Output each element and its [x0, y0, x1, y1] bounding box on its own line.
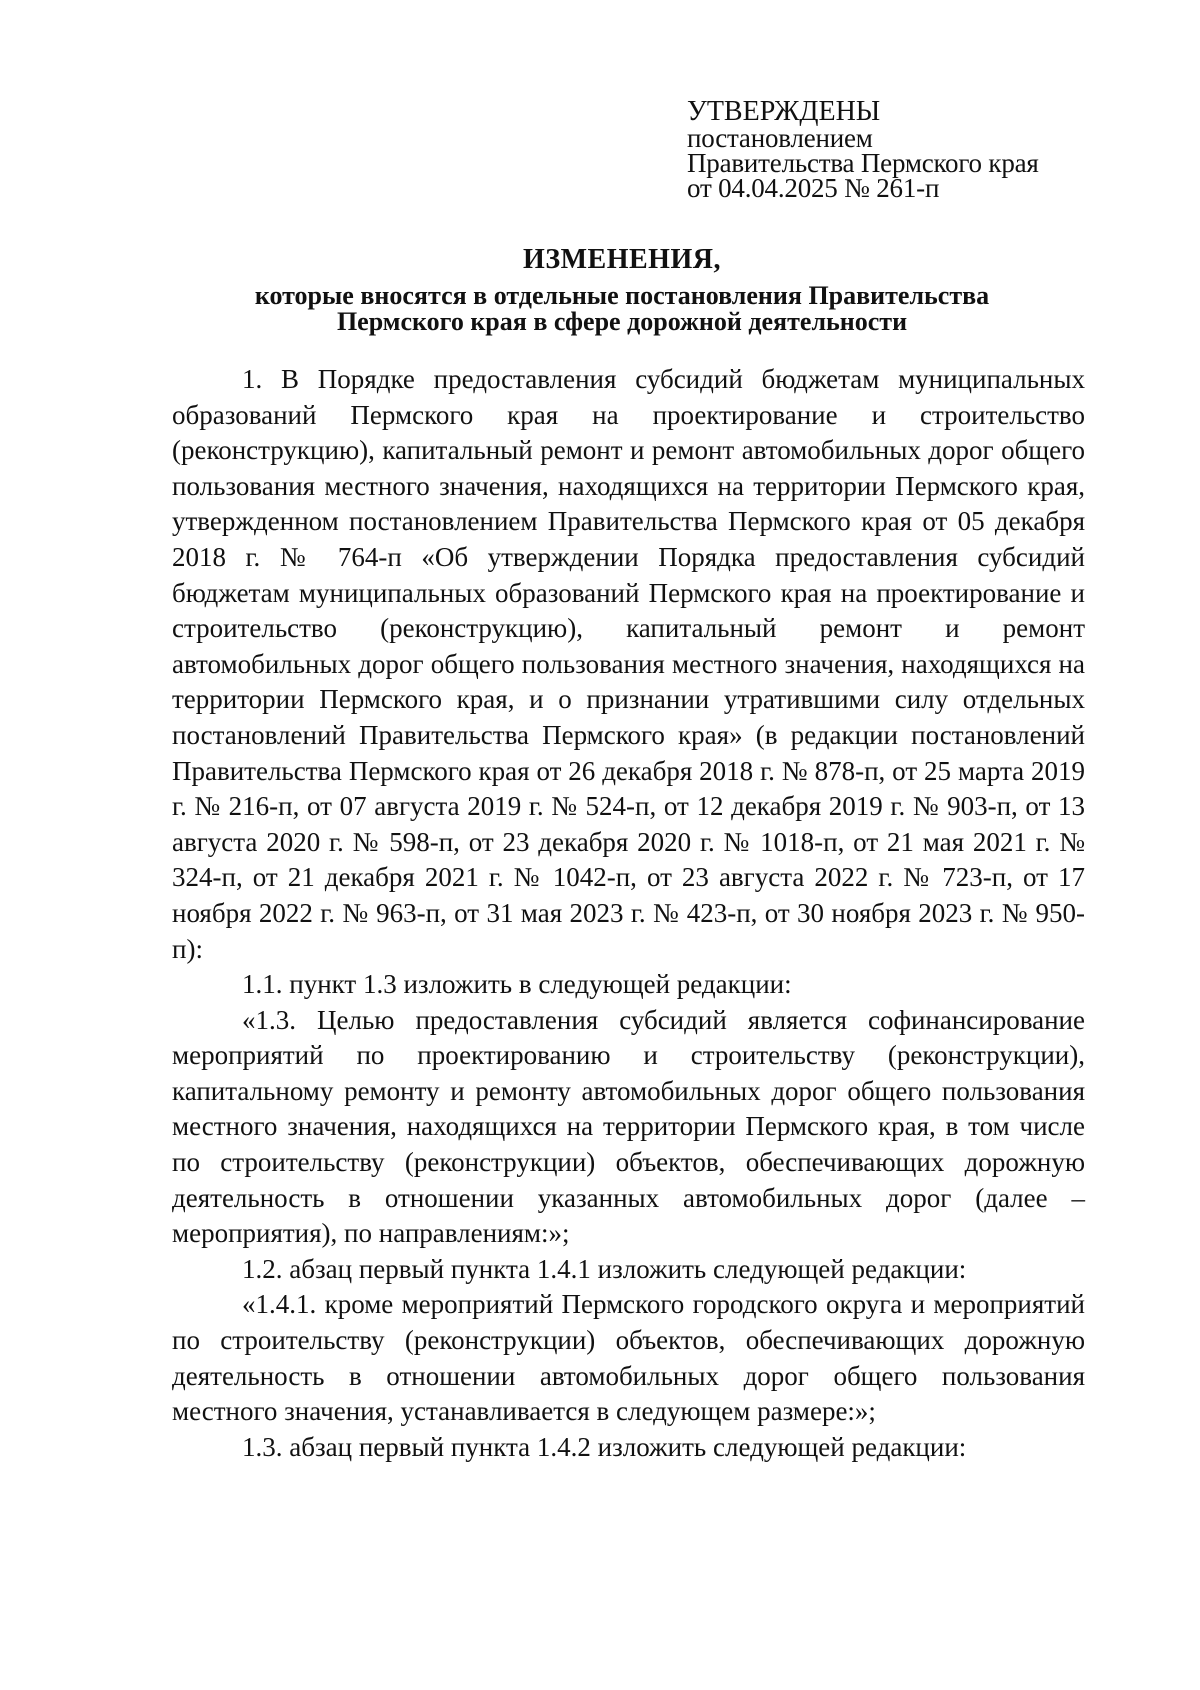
paragraph: 1. В Порядке предоставления субсидий бюджетам муниципальных образований Пермского края на проектирование и строительство (реконструкцию), капитальный ремонт и ремонт автомобильных дорог общего пользования местного значения, находящихся на территории Пермского края, утвержденном постановлением Правительства Пермского края от 05 декабря 2018 г. № 764-п «Об утверждении Порядка предоставления субсидий бюджетам муниципальных образований Пермского края на проектирование и строительство (реконструкцию), капитальный ремонт и ремонт автомобильных дорог общего пользования местного значения, находящихся на территории Пермского края, и о признании утратившими силу отдельных постановлений Правительства Пермского края» (в редакции постановлений Правительства Пермского края от 26 декабря 2018 г. № 878-п, от 25 марта 2019 г. № 216-п, от 07 августа 2019 г. № 524-п, от 12 декабря 2019 г. № 903-п, от 13 августа 2020 г. № 598-п, от 23 декабря 2020 г. № 1018-п, от 21 мая 2021 г. № 324-п, от 21 декабря 2021 г. № 1042-п, от 23 августа 2022 г. № 723-п, от 17 ноября 2022 г. № 963-п, от 31 мая 2023 г. № 423-п, от 30 ноября 2023 г. № 950-п):	[172, 364, 1085, 964]
approval-block	[687, 98, 1039, 201]
approval-date-number: от 04.04.2025 № 261-п	[687, 173, 940, 203]
approval-line: постановлением	[687, 123, 873, 153]
document-body	[172, 362, 1085, 1465]
paragraph: 1.2. абзац первый пункта 1.4.1 изложить следующей редакции:	[242, 1253, 967, 1284]
approval-line: Правительства Пермского края	[687, 148, 1039, 178]
document-heading	[172, 243, 1072, 335]
approval-title: УТВЕРЖДЕНЫ	[687, 96, 881, 127]
document-title: ИЗМЕНЕНИЯ,	[523, 244, 721, 275]
paragraph: 1.1. пункт 1.3 изложить в следующей редакции:	[242, 969, 792, 1000]
subtitle-line: которые вносятся в отдельные постановления Правительства	[254, 281, 990, 310]
paragraph: «1.3. Целью предоставления субсидий является софинансирование мероприятий по проектированию и строительству (реконструкции), капитальному ремонту и ремонту автомобильных дорог общего пользования местного значения, находящихся на территории Пермского края, в том числе по строительству (реконструкции) объектов, обеспечивающих дорожную деятельность в отношении указанных автомобильных дорог (далее – мероприятия), по направлениям:»;	[172, 1004, 1085, 1249]
subtitle-line: Пермского края в сфере дорожной деятельности	[336, 307, 908, 336]
document-subtitle	[172, 283, 1072, 335]
paragraph: 1.3. абзац первый пункта 1.4.2 изложить следующей редакции:	[242, 1431, 967, 1462]
paragraph: «1.4.1. кроме мероприятий Пермского городского округа и мероприятий по строительству (реконструкции) объектов, обеспечивающих дорожную деятельность в отношении автомобильных дорог общего пользования местного значения, устанавливается в следующем размере:»;	[172, 1289, 1085, 1427]
